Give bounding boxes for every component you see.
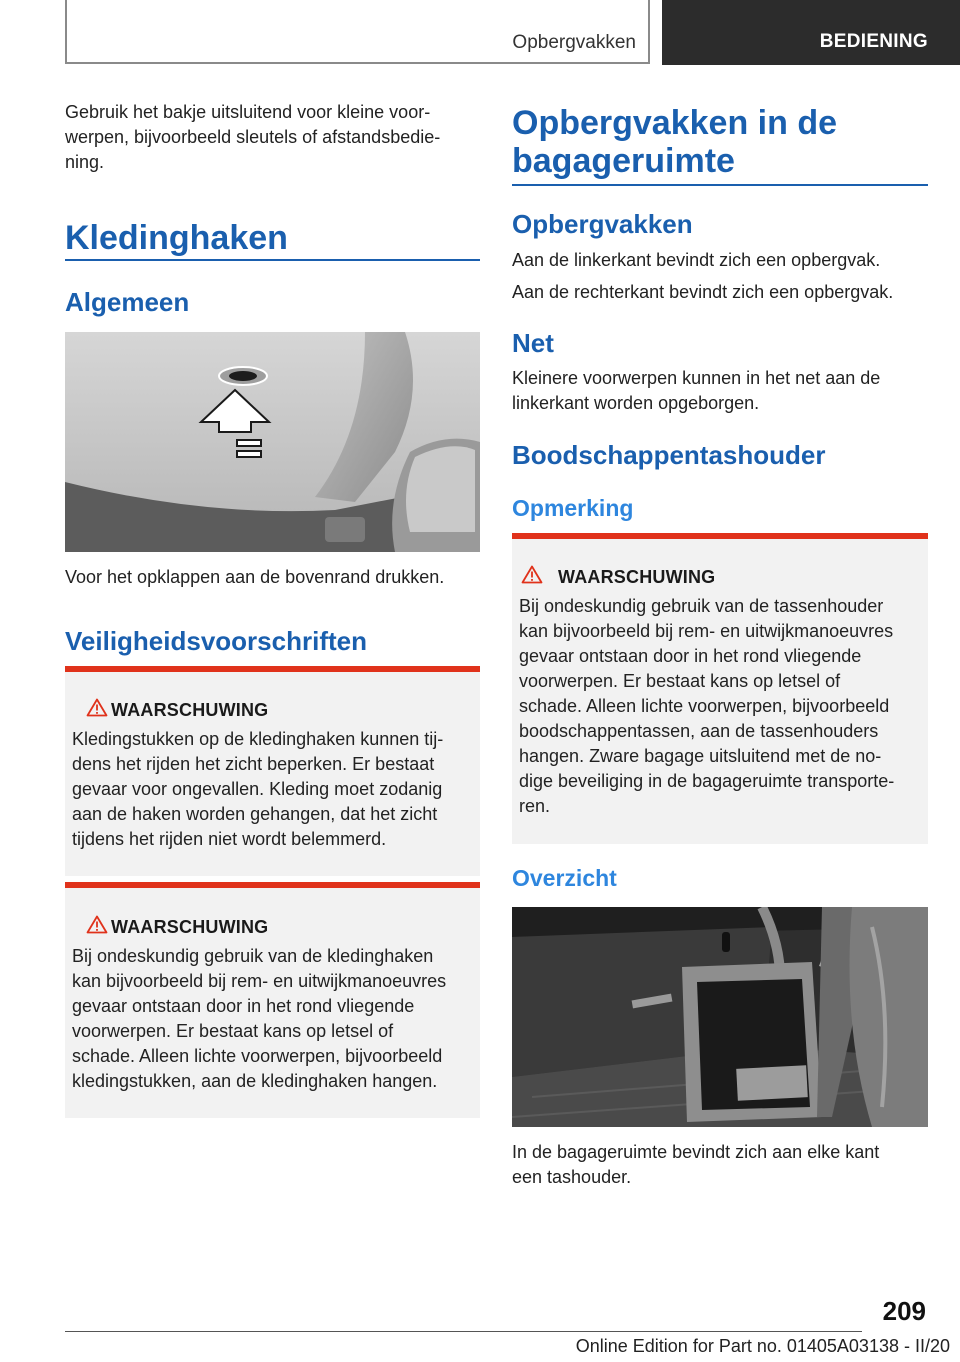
chapter-tab — [662, 0, 960, 65]
warning-line: kan bijvoorbeeld bij rem- en uitwijkmanoeuvres — [72, 971, 447, 991]
heading-rule — [65, 259, 480, 261]
warning-line: dige beveiliging in de bagageruimte transporte- — [519, 771, 895, 791]
subheading-algemeen: Algemeen — [65, 287, 190, 317]
subheading-overzicht: Overzicht — [512, 865, 617, 891]
chapter-tab-label: BEDIENING — [819, 31, 928, 52]
footer-rule — [65, 1331, 862, 1332]
edition-line: Online Edition for Part no. 01405A03138 - II/20 — [575, 1336, 950, 1356]
warning-line: voorwerpen. Er bestaat kans op letsel of — [519, 671, 841, 691]
header-rule-bottom — [65, 62, 650, 64]
storage-text-1: Aan de linkerkant bevindt zich een opbergvak. — [512, 250, 881, 270]
warning-line: Bij ondeskundig gebruik van de kledinghaken — [72, 946, 434, 966]
warning-line: ren. — [519, 796, 551, 816]
subheading-net: Net — [512, 328, 554, 358]
warning-box-3 — [512, 533, 928, 844]
warning-title: WAARSCHUWING — [111, 700, 269, 720]
header-rule-left — [65, 0, 67, 64]
heading-kledinghaken: Kledinghaken — [65, 219, 288, 257]
subheading-opbergvakken: Opbergvakken — [512, 209, 693, 239]
photo-caption: Voor het opklappen aan de bovenrand drukken. — [65, 567, 445, 587]
photo-clothes-hook — [65, 332, 480, 552]
subheading-opmerking: Opmerking — [512, 495, 634, 521]
intro-line: Gebruik het bakje uitsluitend voor kleine voor- — [65, 102, 431, 122]
subheading-boodschappen: Boodschappentashouder — [512, 440, 826, 470]
intro-paragraph — [65, 100, 485, 175]
heading-rule — [512, 184, 928, 186]
warning-line: hangen. Zware bagage uitsluitend met de no- — [519, 746, 882, 766]
warning-triangle-icon — [521, 565, 543, 584]
warning-triangle-icon — [86, 698, 108, 717]
warning-line: gevaar voor ongevallen. Kleding moet zodanig — [72, 779, 443, 799]
warning-line: gevaar ontstaan door in het rond vliegende — [72, 996, 415, 1016]
page-number: 209 — [882, 1296, 926, 1326]
warning-line: Kledingstukken op de kledinghaken kunnen tij- — [72, 729, 444, 749]
warning-line: voorwerpen. Er bestaat kans op letsel of — [72, 1021, 394, 1041]
overview-paragraph — [512, 1140, 942, 1190]
warning-title: WAARSCHUWING — [558, 567, 716, 587]
net-paragraph — [512, 366, 942, 416]
overview-line: In de bagageruimte bevindt zich aan elke kant — [512, 1142, 880, 1162]
header-section-title: Opbergvakken — [512, 32, 636, 53]
net-line: linkerkant worden opgeborgen. — [512, 393, 760, 413]
warning-line: kledingstukken, aan de kledinghaken hangen. — [72, 1071, 438, 1091]
warning-line: dens het rijden het zicht beperken. Er bestaat — [72, 754, 435, 774]
header-rule-right — [648, 0, 650, 64]
photo-trunk-bag-holder — [512, 907, 928, 1127]
subheading-veiligheid: Veiligheidsvoorschriften — [65, 626, 367, 656]
warning-box-2 — [65, 882, 480, 1118]
storage-text-2: Aan de rechterkant bevindt zich een opbergvak. — [512, 282, 894, 302]
warning-line: schade. Alleen lichte voorwerpen, bijvoorbeeld — [519, 696, 890, 716]
net-line: Kleinere voorwerpen kunnen in het net aan de — [512, 368, 881, 388]
heading-line: bagageruimte — [512, 142, 735, 180]
warning-line: tijdens het rijden niet wordt belemmerd. — [72, 829, 387, 849]
warning-line: gevaar ontstaan door in het rond vliegende — [519, 646, 862, 666]
warning-line: Bij ondeskundig gebruik van de tassenhouder — [519, 596, 884, 616]
warning-box-1 — [65, 666, 480, 876]
warning-triangle-icon — [86, 915, 108, 934]
warning-line: schade. Alleen lichte voorwerpen, bijvoorbeeld — [72, 1046, 443, 1066]
warning-line: aan de haken worden gehangen, dat het zicht — [72, 804, 438, 824]
intro-line: ning. — [65, 152, 105, 172]
warning-line: kan bijvoorbeeld bij rem- en uitwijkmanoeuvres — [519, 621, 894, 641]
warning-title: WAARSCHUWING — [111, 917, 269, 937]
intro-line: werpen, bijvoorbeeld sleutels of afstandsbedie- — [65, 127, 441, 147]
heading-line: Opbergvakken in de — [512, 104, 837, 142]
warning-line: boodschappentassen, aan de tassenhouders — [519, 721, 879, 741]
overview-line: een tashouder. — [512, 1167, 632, 1187]
